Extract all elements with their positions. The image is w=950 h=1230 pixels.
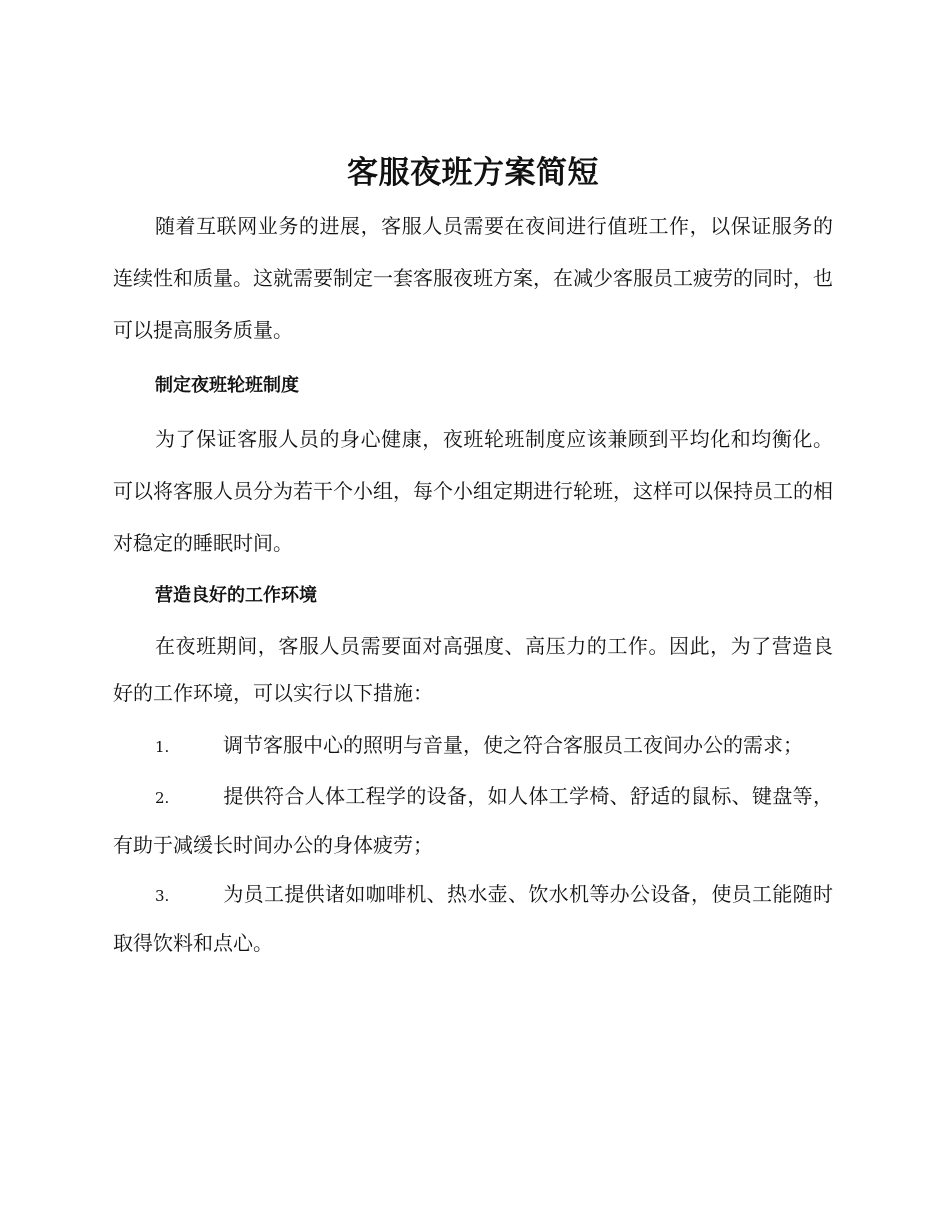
list-item-text: 为员工提供诸如咖啡机、热水壶、饮水机等办公设备，使员工能随时取得饮料和点心。 (113, 882, 833, 955)
section-body-environment: 在夜班期间，客服人员需要面对高强度、高压力的工作。因此，为了营造良好的工作环境，可以实行以下措施： (113, 634, 833, 705)
document-page (113, 150, 833, 967)
list-number: 2. (155, 789, 170, 807)
section-heading-shift-system: 制定夜班轮班制度 (155, 375, 299, 396)
list-item (113, 871, 833, 967)
document-title: 客服夜班方案简短 (347, 155, 599, 191)
list-item-text: 调节客服中心的照明与音量，使之符合客服员工夜间办公的需求； (223, 733, 803, 757)
list-item (113, 722, 833, 771)
list-number: 1. (155, 738, 170, 756)
intro-paragraph: 随着互联网业务的进展，客服人员需要在夜间进行值班工作，以保证服务的连续性和质量。这就需要制定一套客服夜班方案，在减少客服员工疲劳的同时，也可以提高服务质量。 (113, 214, 833, 342)
list-item (113, 773, 833, 869)
list-number: 3. (155, 887, 170, 905)
section-heading-environment: 营造良好的工作环境 (155, 585, 317, 606)
section-body-shift-system: 为了保证客服人员的身心健康，夜班轮班制度应该兼顾到平均化和均衡化。可以将客服人员分为若干个小组，每个小组定期进行轮班，这样可以保持员工的相对稳定的睡眠时间。 (113, 427, 833, 555)
list-item-text: 提供符合人体工程学的设备，如人体工学椅、舒适的鼠标、键盘等，有助于减缓长时间办公的身体疲劳； (113, 784, 833, 857)
